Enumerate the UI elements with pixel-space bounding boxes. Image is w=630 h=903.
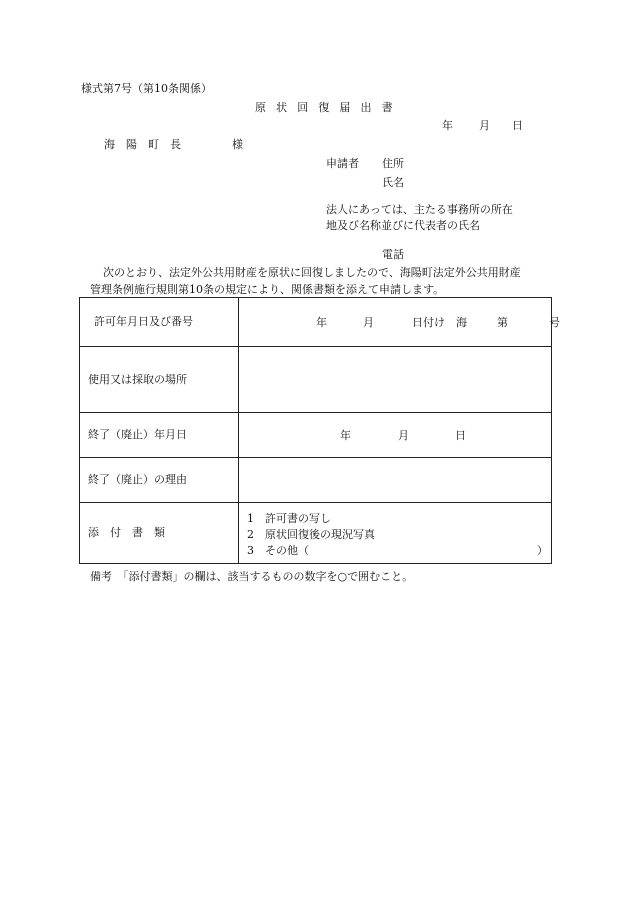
applicant-label: 申請者 — [326, 157, 359, 170]
date-month: 月 — [479, 119, 490, 132]
attachment-close-paren: ） — [537, 544, 548, 557]
location-field[interactable] — [239, 347, 552, 413]
body-text-line2: 管理条例施行規則第10条の規定により、関係書類を添えて申請します。 — [90, 283, 445, 296]
permit-dai: 第 — [497, 316, 508, 329]
table-row — [80, 298, 552, 347]
row-label-end-date: 終了（廃止）年月日 — [80, 413, 239, 458]
applicant-phone-label: 電話 — [382, 248, 404, 261]
applicant-name-label: 氏名 — [382, 176, 404, 189]
document-title: 原 状 回 復 届 出 書 — [255, 101, 396, 114]
corporate-note-line2: 地及び名称並びに代表者の氏名 — [326, 219, 480, 232]
permit-date-number-field[interactable] — [239, 298, 560, 347]
attachments-field[interactable] — [239, 503, 552, 564]
remarks: 備考 「添付書類」の欄は、該当するものの数字を○で囲むこと。 — [90, 570, 414, 583]
row-label-attachments: 添 付 書 類 — [80, 503, 239, 564]
permit-year: 年 — [316, 316, 327, 329]
form-number: 様式第7号（第10条関係） — [81, 82, 212, 95]
end-month: 月 — [398, 429, 409, 442]
permit-month: 月 — [363, 316, 374, 329]
application-table — [79, 297, 560, 564]
row-label-permit-date-number: 許可年月日及び番号 — [80, 298, 239, 347]
addressee-honorific: 様 — [232, 138, 243, 151]
table-row — [80, 347, 552, 413]
body-text-line1: 次のとおり、法定外公共用財産を原状に回復しましたので、海陽町法定外公共用財産 — [103, 266, 521, 279]
date-year: 年 — [442, 119, 453, 132]
end-year: 年 — [340, 429, 351, 442]
table-row — [80, 413, 552, 458]
table-row — [80, 503, 552, 564]
attachment-item-2[interactable]: 2 原状回復後の現況写真 — [247, 528, 375, 541]
end-day: 日 — [455, 429, 466, 442]
end-reason-field[interactable] — [239, 458, 552, 503]
table-row — [80, 458, 552, 503]
row-label-location: 使用又は採取の場所 — [80, 347, 239, 413]
corporate-note-line1: 法人にあっては、主たる事務所の所在 — [326, 203, 513, 216]
row-label-end-reason: 終了（廃止）の理由 — [80, 458, 239, 503]
applicant-address-label: 住所 — [382, 157, 404, 170]
attachment-item-3[interactable]: 3 その他（ — [247, 544, 309, 557]
date-day: 日 — [512, 119, 523, 132]
attachment-item-1[interactable]: 1 許可書の写し — [247, 512, 331, 525]
addressee-name: 海 陽 町 長 — [104, 138, 181, 151]
permit-day-issue: 日付け 海 — [412, 316, 467, 329]
end-date-field[interactable] — [239, 413, 552, 458]
permit-go: 号 — [549, 316, 560, 329]
